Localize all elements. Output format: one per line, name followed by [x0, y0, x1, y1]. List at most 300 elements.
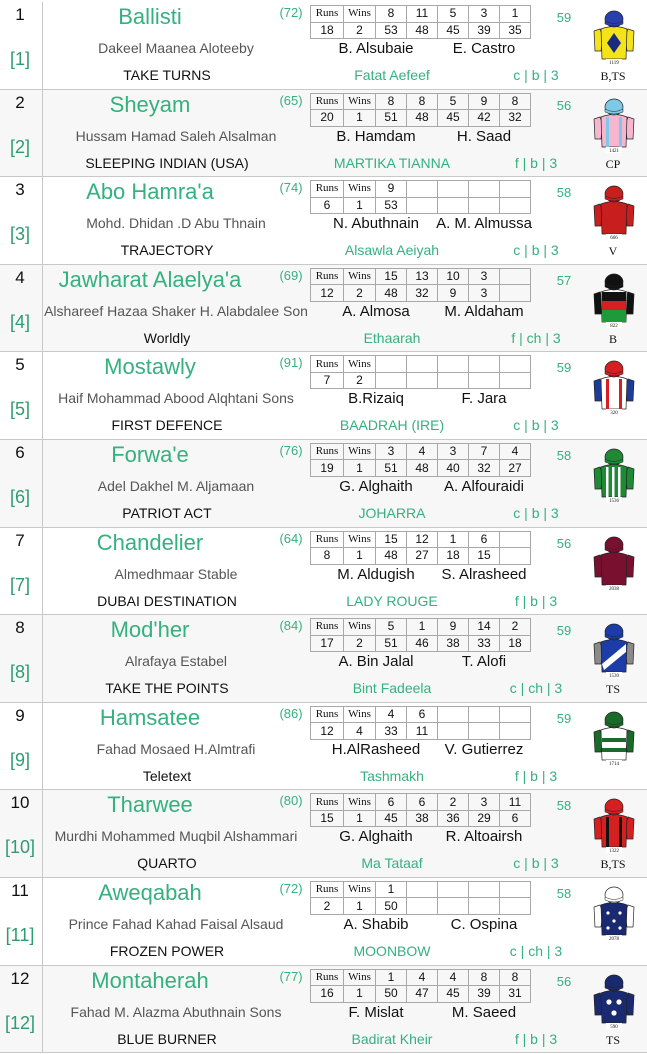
wins-value: 2 — [344, 635, 376, 652]
owner-name[interactable]: Haif Mohammad Abood Alqhtani Sons — [58, 390, 294, 407]
trainer-name[interactable]: M. Saeed — [451, 1003, 517, 1021]
owner-name[interactable]: Alrafaya Estabel — [125, 653, 227, 670]
jockey-name[interactable]: A. Shabib — [343, 915, 409, 933]
form-cell: 15 — [376, 531, 407, 548]
runs-label: Runs — [311, 881, 344, 898]
form-cell: 8 — [500, 969, 531, 986]
weight: 59 — [556, 623, 572, 639]
jockey-name[interactable]: G. Alghaith — [339, 477, 413, 495]
trainer-name[interactable]: A. Alfouraidi — [443, 477, 525, 495]
form-table — [310, 443, 531, 477]
runner-row[interactable] — [0, 528, 647, 616]
percent-cell: 39 — [469, 22, 500, 39]
percent-cell — [407, 898, 438, 915]
equipment-code: TS — [605, 682, 620, 697]
dam-name[interactable]: MOONBOW — [353, 942, 431, 959]
horse-rating: (74) — [279, 180, 303, 196]
runs-value: 2 — [311, 898, 344, 915]
form-cell: 6 — [376, 794, 407, 811]
dam-name[interactable]: Tashmakh — [360, 767, 424, 784]
horse-name[interactable]: Sheyam — [109, 91, 191, 117]
saddle-number: 9 — [15, 705, 25, 725]
form-cell: 9 — [438, 619, 469, 636]
runner-row[interactable] — [0, 790, 647, 878]
percent-cell: 29 — [469, 810, 500, 827]
form-cell: 1 — [438, 531, 469, 548]
jockey-name[interactable]: A. Bin Jalal — [338, 653, 414, 671]
wins-value: 1 — [344, 898, 376, 915]
runner-row[interactable] — [0, 352, 647, 440]
dam-name[interactable]: Badirat Kheir — [351, 1030, 433, 1047]
jockey-silk-icon — [592, 883, 636, 943]
saddle-number: 6 — [15, 442, 25, 462]
svg-text:590: 590 — [610, 1024, 618, 1030]
percent-cell: 48 — [407, 110, 438, 127]
runs-label: Runs — [311, 181, 344, 198]
percent-cell — [469, 197, 500, 214]
form-cell — [376, 356, 407, 373]
form-cell — [469, 881, 500, 898]
trainer-name[interactable]: M. Aldaham — [444, 302, 524, 320]
horse-rating: (72) — [279, 880, 303, 896]
dam-name[interactable]: Alsawla Aeiyah — [344, 242, 440, 259]
form-cell: 15 — [376, 268, 407, 285]
form-cell — [407, 356, 438, 373]
percent-cell: 32 — [500, 110, 531, 127]
runs-value: 17 — [311, 635, 344, 652]
wins-label: Wins — [344, 969, 376, 986]
weight: 59 — [556, 10, 572, 25]
weight: 57 — [556, 272, 572, 288]
sire-name[interactable]: FIRST DEFENCE — [111, 417, 223, 434]
runner-row[interactable] — [0, 615, 647, 703]
jockey-silk-icon — [592, 357, 636, 417]
number-column — [0, 440, 43, 527]
horse-rating: (69) — [279, 267, 303, 283]
percent-cell: 27 — [500, 460, 531, 477]
form-cell: 3 — [469, 794, 500, 811]
owner-name[interactable]: Mohd. Dhidan .D Abu Thnain — [86, 215, 266, 232]
percent-cell: 50 — [376, 986, 407, 1003]
wins-value: 1 — [344, 110, 376, 127]
dam-name[interactable]: Fatat Aefeef — [354, 67, 430, 83]
jockey-name[interactable]: H.AlRasheed — [331, 740, 421, 758]
form-table — [310, 180, 531, 214]
horse-name[interactable]: Montaherah — [91, 967, 209, 993]
form-cell: 5 — [438, 6, 469, 23]
sire-name[interactable]: TAKE THE POINTS — [105, 680, 229, 697]
jockey-name[interactable]: A. Almosa — [342, 302, 410, 320]
horse-tags: c | b | 3 — [513, 504, 559, 521]
trainer-name[interactable]: R. Altoairsh — [445, 828, 523, 846]
percent-cell: 3 — [469, 285, 500, 302]
percent-cell: 36 — [438, 810, 469, 827]
percent-cell — [438, 197, 469, 214]
percent-cell: 39 — [469, 986, 500, 1003]
percent-cell: 40 — [438, 460, 469, 477]
draw-number: [4] — [9, 311, 30, 332]
horse-name[interactable]: Chandelier — [96, 529, 204, 555]
sire-name[interactable]: BLUE BURNER — [117, 1030, 217, 1047]
sire-name[interactable]: TRAJECTORY — [120, 242, 214, 259]
saddle-number: 10 — [10, 793, 30, 813]
owner-name[interactable]: Prince Fahad Kahad Faisal Alsaud — [68, 915, 284, 932]
runs-value: 15 — [311, 810, 344, 827]
form-cell: 8 — [376, 6, 407, 23]
form-cell: 9 — [469, 93, 500, 110]
percent-cell: 33 — [469, 635, 500, 652]
percent-cell: 9 — [438, 285, 469, 302]
percent-cell — [500, 898, 531, 915]
number-column — [0, 90, 43, 177]
runner-row[interactable] — [0, 2, 647, 90]
horse-rating: (77) — [279, 968, 303, 984]
form-cell — [500, 706, 531, 723]
percent-cell: 48 — [407, 460, 438, 477]
percent-cell: 35 — [500, 22, 531, 39]
jockey-name[interactable]: F. Mislat — [348, 1003, 404, 1021]
wins-label: Wins — [344, 356, 376, 373]
sire-name[interactable]: DUBAI DESTINATION — [97, 592, 237, 609]
owner-name[interactable]: Alshareef Hazaa Shaker H. Alabdalee Son — [44, 302, 308, 319]
owner-name[interactable]: Fahad M. Alazma Abuthnain Sons — [70, 1003, 282, 1020]
runs-value: 7 — [311, 372, 344, 389]
saddle-number: 8 — [15, 618, 25, 638]
horse-tags: f | b | 3 — [514, 154, 558, 171]
svg-text:1714: 1714 — [609, 761, 619, 767]
owner-name[interactable]: Fahad Mosaed H.Almtrafi — [96, 740, 256, 757]
weight: 58 — [556, 885, 572, 901]
form-cell: 8 — [500, 93, 531, 110]
wins-label: Wins — [344, 6, 376, 23]
weight: 56 — [556, 97, 572, 113]
wins-label: Wins — [344, 93, 376, 110]
weight: 56 — [556, 535, 572, 551]
horse-rating: (91) — [279, 355, 303, 371]
jockey-silk-icon — [592, 620, 636, 680]
trainer-name[interactable]: F. Jara — [461, 390, 507, 408]
jockey-silk-icon — [592, 270, 636, 330]
horse-name[interactable]: Abo Hamra'a — [86, 179, 214, 205]
percent-cell — [407, 372, 438, 389]
form-cell: 8 — [469, 969, 500, 986]
wins-value: 4 — [344, 723, 376, 740]
horse-tags: f | b | 3 — [514, 1030, 558, 1047]
saddle-number: 3 — [15, 180, 25, 200]
jockey-name[interactable]: M. Aldugish — [337, 565, 415, 583]
owner-name[interactable]: Adel Dakhel M. Aljamaan — [97, 477, 255, 494]
form-cell: 7 — [469, 443, 500, 460]
form-table — [310, 969, 531, 1003]
weight: 58 — [556, 798, 572, 814]
number-column — [0, 703, 43, 790]
percent-cell: 46 — [407, 635, 438, 652]
form-cell: 3 — [469, 6, 500, 23]
saddle-number: 12 — [10, 968, 30, 988]
percent-cell: 18 — [438, 548, 469, 565]
form-table — [310, 618, 531, 652]
number-column — [0, 2, 43, 89]
trainer-name[interactable]: E. Castro — [452, 40, 516, 57]
horse-tags: c | ch | 3 — [509, 942, 563, 959]
equipment-code: TS — [605, 1032, 620, 1047]
wins-value: 1 — [344, 197, 376, 214]
percent-cell: 11 — [407, 723, 438, 740]
percent-cell — [438, 723, 469, 740]
weight: 59 — [556, 710, 572, 726]
horse-name[interactable]: Forwa'e — [111, 441, 189, 467]
owner-name[interactable]: Almedhmaar Stable — [114, 565, 238, 582]
draw-number: [9] — [9, 749, 30, 770]
wins-label: Wins — [344, 881, 376, 898]
sire-name[interactable]: Worldly — [143, 329, 191, 346]
wins-value: 1 — [344, 810, 376, 827]
number-column — [0, 177, 43, 264]
percent-cell — [469, 898, 500, 915]
saddle-number: 5 — [15, 355, 25, 375]
percent-cell: 45 — [438, 986, 469, 1003]
horse-tags: f | ch | 3 — [511, 329, 561, 346]
jockey-silk-icon — [592, 533, 636, 593]
jockey-silk-icon — [592, 7, 636, 67]
runs-value: 12 — [311, 285, 344, 302]
sire-name[interactable]: Teletext — [142, 767, 192, 784]
runner-row[interactable] — [0, 703, 647, 791]
runs-value: 18 — [311, 22, 344, 39]
horse-rating: (65) — [279, 92, 303, 108]
jockey-name[interactable]: B.Rizaiq — [348, 390, 404, 408]
horse-tags: c | ch | 3 — [509, 680, 563, 697]
draw-number: [2] — [9, 136, 30, 157]
jockey-silk-icon — [592, 95, 636, 155]
runner-row[interactable] — [0, 90, 647, 178]
percent-cell — [438, 898, 469, 915]
percent-cell: 45 — [438, 110, 469, 127]
percent-cell — [500, 285, 531, 302]
percent-cell: 45 — [438, 22, 469, 39]
dam-name[interactable]: LADY ROUGE — [346, 592, 438, 609]
form-cell — [438, 181, 469, 198]
dam-name[interactable]: Ma Tataaf — [361, 855, 423, 872]
form-cell: 1 — [407, 619, 438, 636]
percent-cell: 51 — [376, 110, 407, 127]
form-cell: 2 — [500, 619, 531, 636]
form-cell: 6 — [469, 531, 500, 548]
wins-value: 2 — [344, 22, 376, 39]
draw-number: [12] — [4, 1012, 36, 1033]
runs-label: Runs — [311, 794, 344, 811]
saddle-number: 2 — [15, 92, 25, 112]
draw-number: [3] — [9, 224, 30, 245]
percent-cell: 15 — [469, 548, 500, 565]
svg-text:1322: 1322 — [609, 849, 619, 855]
percent-cell — [500, 548, 531, 565]
percent-cell: 53 — [376, 22, 407, 39]
horse-rating: (72) — [279, 5, 303, 20]
form-cell: 4 — [500, 443, 531, 460]
horse-tags: f | b | 3 — [514, 767, 558, 784]
horse-rating: (86) — [279, 705, 303, 721]
jockey-name[interactable]: B. Hamdam — [336, 127, 416, 145]
number-column — [0, 878, 43, 965]
weight: 59 — [556, 360, 572, 376]
weight: 56 — [556, 973, 572, 989]
trainer-name[interactable]: C. Ospina — [450, 915, 518, 933]
runs-label: Runs — [311, 443, 344, 460]
draw-number: [7] — [9, 574, 30, 595]
percent-cell: 27 — [407, 548, 438, 565]
horse-tags: c | b | 3 — [513, 242, 559, 259]
svg-text:2078: 2078 — [609, 936, 619, 942]
race-card-list — [0, 2, 647, 1053]
percent-cell: 48 — [376, 548, 407, 565]
horse-name[interactable]: Aweqabah — [98, 879, 202, 905]
equipment-code: B — [608, 331, 617, 346]
runner-row[interactable] — [0, 177, 647, 265]
wins-label: Wins — [344, 706, 376, 723]
form-cell — [469, 706, 500, 723]
form-cell: 5 — [438, 93, 469, 110]
wins-value: 2 — [344, 285, 376, 302]
percent-cell: 51 — [376, 460, 407, 477]
sire-name[interactable]: FROZEN POWER — [109, 942, 225, 959]
dam-name[interactable]: BAADRAH (IRE) — [339, 417, 445, 434]
wins-value: 1 — [344, 548, 376, 565]
percent-cell: 47 — [407, 986, 438, 1003]
horse-name[interactable]: Mostawly — [104, 354, 196, 380]
percent-cell: 6 — [500, 810, 531, 827]
horse-name[interactable]: Mod'her — [110, 617, 190, 643]
trainer-name[interactable]: A. M. Almussa — [436, 215, 532, 233]
horse-tags: c | b | 3 — [513, 417, 559, 434]
form-cell: 3 — [469, 268, 500, 285]
equipment-code: V — [608, 244, 618, 259]
wins-label: Wins — [344, 443, 376, 460]
jockey-silk-icon — [592, 182, 636, 242]
runs-value: 6 — [311, 197, 344, 214]
percent-cell: 38 — [438, 635, 469, 652]
percent-cell: 32 — [469, 460, 500, 477]
form-cell — [500, 531, 531, 548]
percent-cell: 50 — [376, 898, 407, 915]
form-table — [310, 531, 531, 565]
trainer-name[interactable]: T. Alofi — [461, 653, 507, 671]
form-cell: 13 — [407, 268, 438, 285]
owner-name[interactable]: Murdhi Mohammed Muqbil Alshammari — [54, 828, 298, 845]
draw-number: [11] — [5, 924, 35, 945]
percent-cell: 33 — [376, 723, 407, 740]
trainer-name[interactable]: H. Saad — [456, 127, 512, 145]
runner-row[interactable] — [0, 878, 647, 966]
form-cell: 6 — [407, 794, 438, 811]
horse-name[interactable]: Jawharat Alaelya'a — [58, 266, 242, 292]
sire-name[interactable]: TAKE TURNS — [123, 67, 211, 83]
horse-rating: (76) — [279, 442, 303, 458]
weight: 58 — [556, 185, 572, 201]
form-cell: 6 — [407, 706, 438, 723]
dam-name[interactable]: Bint Fadeela — [352, 680, 432, 697]
number-column — [0, 790, 43, 877]
draw-number: [1] — [9, 49, 30, 69]
wins-label: Wins — [344, 794, 376, 811]
jockey-silk-icon — [592, 708, 636, 768]
svg-text:1421: 1421 — [609, 148, 619, 154]
runs-value: 12 — [311, 723, 344, 740]
percent-cell — [469, 723, 500, 740]
dam-name[interactable]: MARTIKA TIANNA — [333, 154, 451, 171]
form-table — [310, 5, 531, 39]
jockey-name[interactable]: B. Alsubaie — [338, 40, 414, 57]
owner-name[interactable]: Hussam Hamad Saleh Alsalman — [75, 127, 277, 144]
form-table — [310, 268, 531, 302]
sire-name[interactable]: SLEEPING INDIAN (USA) — [85, 154, 249, 171]
trainer-name[interactable]: S. Alrasheed — [441, 565, 527, 583]
horse-name[interactable]: Tharwee — [107, 792, 193, 818]
form-cell — [469, 181, 500, 198]
jockey-silk-icon — [592, 795, 636, 855]
jockey-silk-icon — [592, 971, 636, 1031]
form-table — [310, 355, 531, 389]
runs-value: 8 — [311, 548, 344, 565]
runner-row[interactable] — [0, 440, 647, 528]
form-table — [310, 706, 531, 740]
form-cell: 1 — [500, 6, 531, 23]
saddle-number: 1 — [15, 5, 25, 24]
wins-value: 1 — [344, 986, 376, 1003]
dam-name[interactable]: JOHARRA — [358, 504, 426, 521]
sire-name[interactable]: PATRIOT ACT — [122, 504, 212, 521]
sire-name[interactable]: QUARTO — [137, 855, 197, 872]
form-cell: 8 — [376, 93, 407, 110]
percent-cell — [500, 723, 531, 740]
form-cell — [438, 706, 469, 723]
trainer-name[interactable]: V. Gutierrez — [444, 740, 524, 758]
form-table — [310, 881, 531, 915]
percent-cell: 45 — [376, 810, 407, 827]
runner-row[interactable] — [0, 966, 647, 1054]
form-cell: 10 — [438, 268, 469, 285]
wins-label: Wins — [344, 619, 376, 636]
runs-label: Runs — [311, 268, 344, 285]
runner-row[interactable] — [0, 265, 647, 353]
runs-label: Runs — [311, 93, 344, 110]
horse-name[interactable]: Hamsatee — [99, 704, 201, 730]
percent-cell — [438, 372, 469, 389]
percent-cell: 42 — [469, 110, 500, 127]
jockey-name[interactable]: N. Abuthnain — [333, 215, 419, 233]
jockey-name[interactable]: G. Alghaith — [339, 828, 413, 846]
wins-label: Wins — [344, 181, 376, 198]
owner-name[interactable]: Dakeel Maanea Aloteeby — [98, 40, 254, 56]
form-cell: 9 — [376, 181, 407, 198]
form-cell — [438, 881, 469, 898]
number-column — [0, 966, 43, 1053]
horse-name[interactable]: Ballisti — [118, 4, 182, 29]
runs-value: 19 — [311, 460, 344, 477]
equipment-code: CP — [605, 156, 621, 171]
form-cell: 8 — [407, 93, 438, 110]
horse-rating: (84) — [279, 618, 303, 634]
form-cell — [500, 268, 531, 285]
form-cell: 4 — [438, 969, 469, 986]
horse-tags: f | b | 3 — [514, 592, 558, 609]
wins-label: Wins — [344, 531, 376, 548]
percent-cell: 18 — [500, 635, 531, 652]
percent-cell: 32 — [407, 285, 438, 302]
runs-value: 16 — [311, 986, 344, 1003]
horse-tags: c | b | 3 — [513, 855, 559, 872]
dam-name[interactable]: Ethaarah — [363, 329, 421, 346]
